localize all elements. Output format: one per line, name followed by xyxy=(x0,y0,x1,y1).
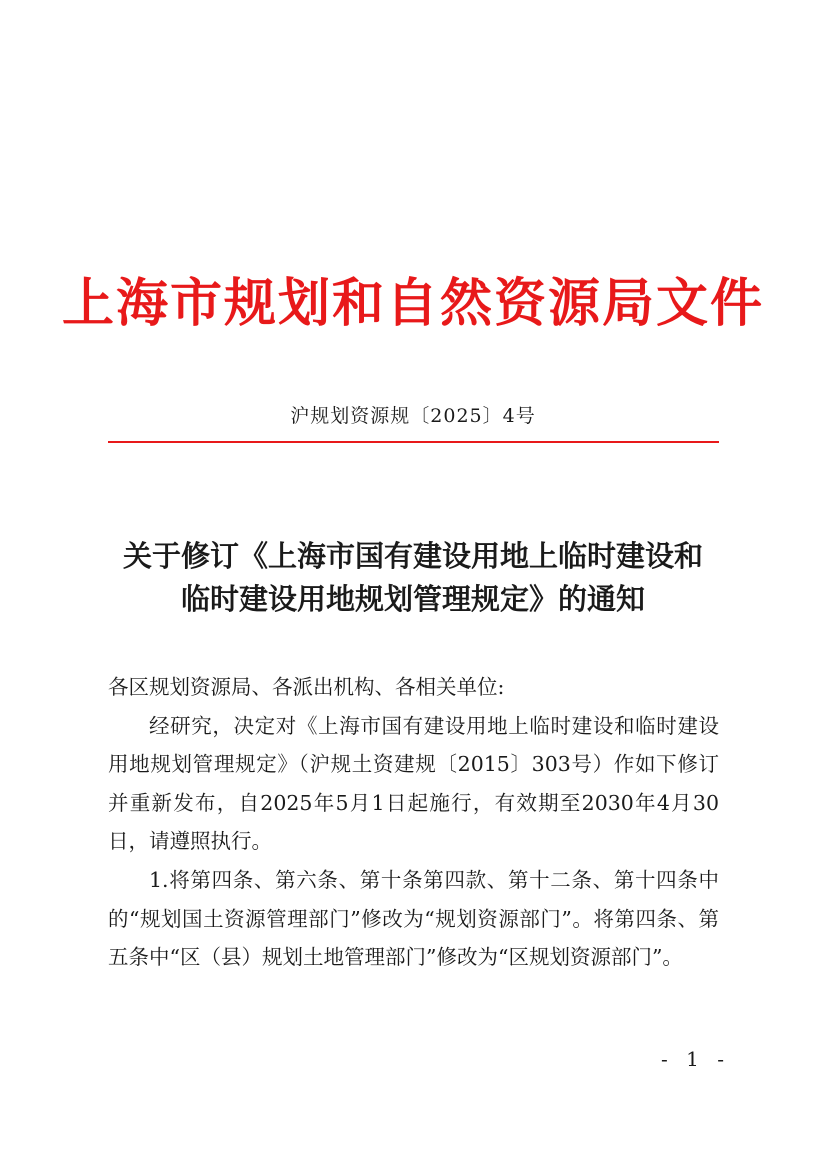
page-number: - 1 - xyxy=(661,1047,730,1071)
document-number: 沪规划资源规〔2025〕4号 xyxy=(290,405,536,427)
red-divider-line xyxy=(108,441,719,443)
body-paragraph: 1.将第四条、第六条、第十条第四款、第十二条、第十四条中的“规划国土资源管理部门”修改为“规划资源部门”。将第四条、第五条中“区（县）规划土地管理部门”修改为“区规划资源部门”。 xyxy=(108,867,719,970)
notice-title-line-1: 关于修订《上海市国有建设用地上临时建设和 xyxy=(122,539,703,573)
document-header-title: 上海市规划和自然资源局文件 xyxy=(61,273,764,334)
notice-title xyxy=(90,535,736,621)
body-paragraph: 经研究，决定对《上海市国有建设用地上临时建设和临时建设用地规划管理规定》（沪规土资建规〔2015〕303号）作如下修订并重新发布，自2025年5月1日起施行，有效期至2030年4月30日，请遵照执行。 xyxy=(108,713,719,854)
notice-title-line-2: 临时建设用地规划管理规定》的通知 xyxy=(180,582,645,616)
notice-body xyxy=(108,668,719,977)
addressee: 各区规划资源局、各派出机构、各相关单位: xyxy=(108,675,505,699)
